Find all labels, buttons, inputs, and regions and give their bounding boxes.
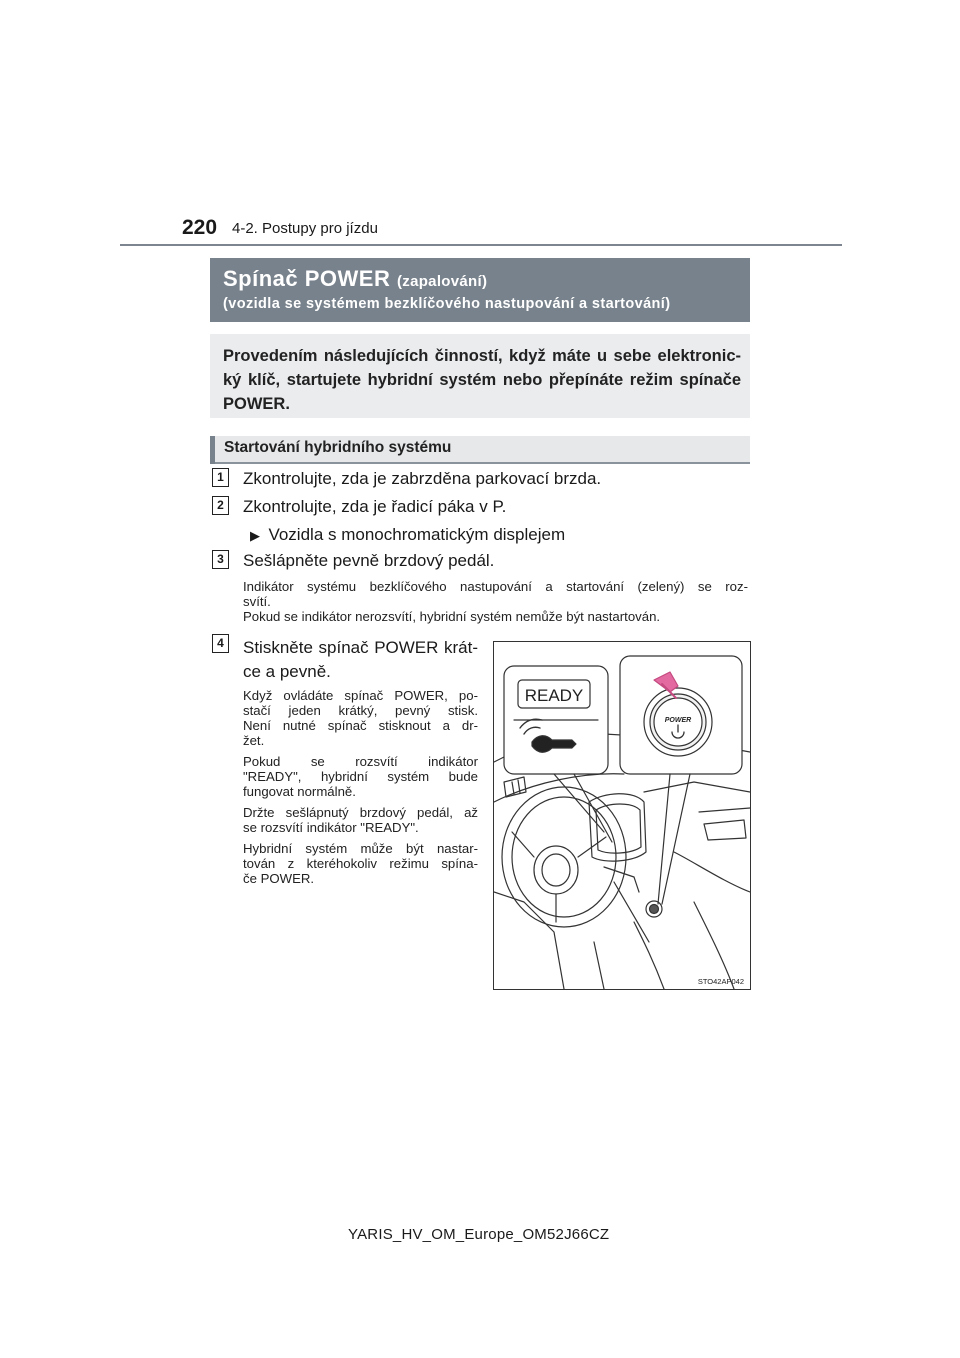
section-title bbox=[223, 266, 487, 292]
step-3-note-line-2: svítí. bbox=[243, 594, 271, 609]
page-number: 220 bbox=[182, 216, 218, 239]
section-title-box bbox=[210, 258, 750, 322]
subsection-heading-bar bbox=[210, 436, 215, 464]
section-subtitle: (vozidla se systémem bezklíčového nastupování a startování) bbox=[223, 296, 671, 312]
note-line: Není nutné spínač stisknout a dr- bbox=[243, 718, 478, 733]
triangle-arrow-icon: ▶ bbox=[250, 528, 260, 543]
section-title-main: Spínač POWER bbox=[223, 266, 391, 291]
step-number-2: 2 bbox=[212, 496, 229, 515]
section-title-suffix: (zapalování) bbox=[396, 273, 488, 290]
step-4-text-line-2: ce a pevně. bbox=[243, 662, 331, 681]
step-1-text: Zkontrolujte, zda je zabrzděna parkovací brzda. bbox=[243, 469, 602, 488]
variant-line bbox=[250, 525, 565, 545]
step-4-note-3 bbox=[243, 805, 478, 835]
note-line: tován z kteréhokoliv režimu spína- bbox=[243, 856, 478, 871]
step-4-note-2 bbox=[243, 754, 478, 799]
figure-code: STO42AP042 bbox=[697, 977, 744, 986]
note-line: Pokud se rozsvítí indikátor bbox=[243, 754, 478, 769]
step-2-text: Zkontrolujte, zda je řadicí páka v P. bbox=[243, 497, 507, 516]
step-number-3: 3 bbox=[212, 550, 229, 569]
illustration-svg bbox=[494, 642, 750, 989]
step-4-note-4 bbox=[243, 841, 478, 886]
step-3-note bbox=[243, 579, 748, 624]
note-line: Když ovládáte spínač POWER, po- bbox=[243, 688, 478, 703]
chapter-title: 4-2. Postupy pro jízdu bbox=[232, 220, 378, 237]
step-4-text-line-1: Stiskněte spínač POWER krát- bbox=[243, 638, 478, 657]
power-switch-illustration bbox=[493, 641, 751, 990]
document-footer: YARIS_HV_OM_Europe_OM52J66CZ bbox=[348, 1226, 610, 1243]
note-line: fungovat normálně. bbox=[243, 784, 356, 799]
step-4-text bbox=[243, 636, 478, 684]
note-line: če POWER. bbox=[243, 871, 315, 886]
step-4-note-1 bbox=[243, 688, 478, 748]
intro-box bbox=[210, 334, 750, 418]
note-line: Držte sešlápnutý brzdový pedál, až bbox=[243, 805, 478, 820]
variant-text: Vozidla s monochromatickým displejem bbox=[268, 525, 566, 544]
ready-indicator-label: READY bbox=[524, 686, 584, 705]
step-3-note-line-3: Pokud se indikátor nerozsvítí, hybridní systém nemůže být nastartován. bbox=[243, 609, 661, 624]
step-3-text: Sešlápněte pevně brzdový pedál. bbox=[243, 551, 495, 570]
subsection-heading-text: Startování hybridního systému bbox=[224, 439, 452, 456]
power-button-label: POWER bbox=[664, 717, 692, 724]
intro-text: Provedením následujících činností, když máte u sebe elektronic-ký klíč, startujete hybridní systém nebo přepínáte režim spínače POWER. bbox=[223, 347, 741, 413]
note-line: Hybridní systém může být nastar- bbox=[243, 841, 478, 856]
note-line: žet. bbox=[243, 733, 265, 748]
step-4-notes bbox=[243, 688, 478, 886]
note-line: se rozsvítí indikátor "READY". bbox=[243, 820, 419, 835]
header-rule bbox=[120, 244, 842, 246]
subsection-heading bbox=[210, 436, 750, 464]
note-line: stačí jeden krátký, pevný stisk. bbox=[243, 703, 478, 718]
note-line: "READY", hybridní systém bude bbox=[243, 769, 478, 784]
step-number-4: 4 bbox=[212, 634, 229, 653]
step-number-1: 1 bbox=[212, 468, 229, 487]
step-3-note-line-1: Indikátor systému bezklíčového nastupování a startování (zelený) se roz- bbox=[243, 579, 748, 594]
